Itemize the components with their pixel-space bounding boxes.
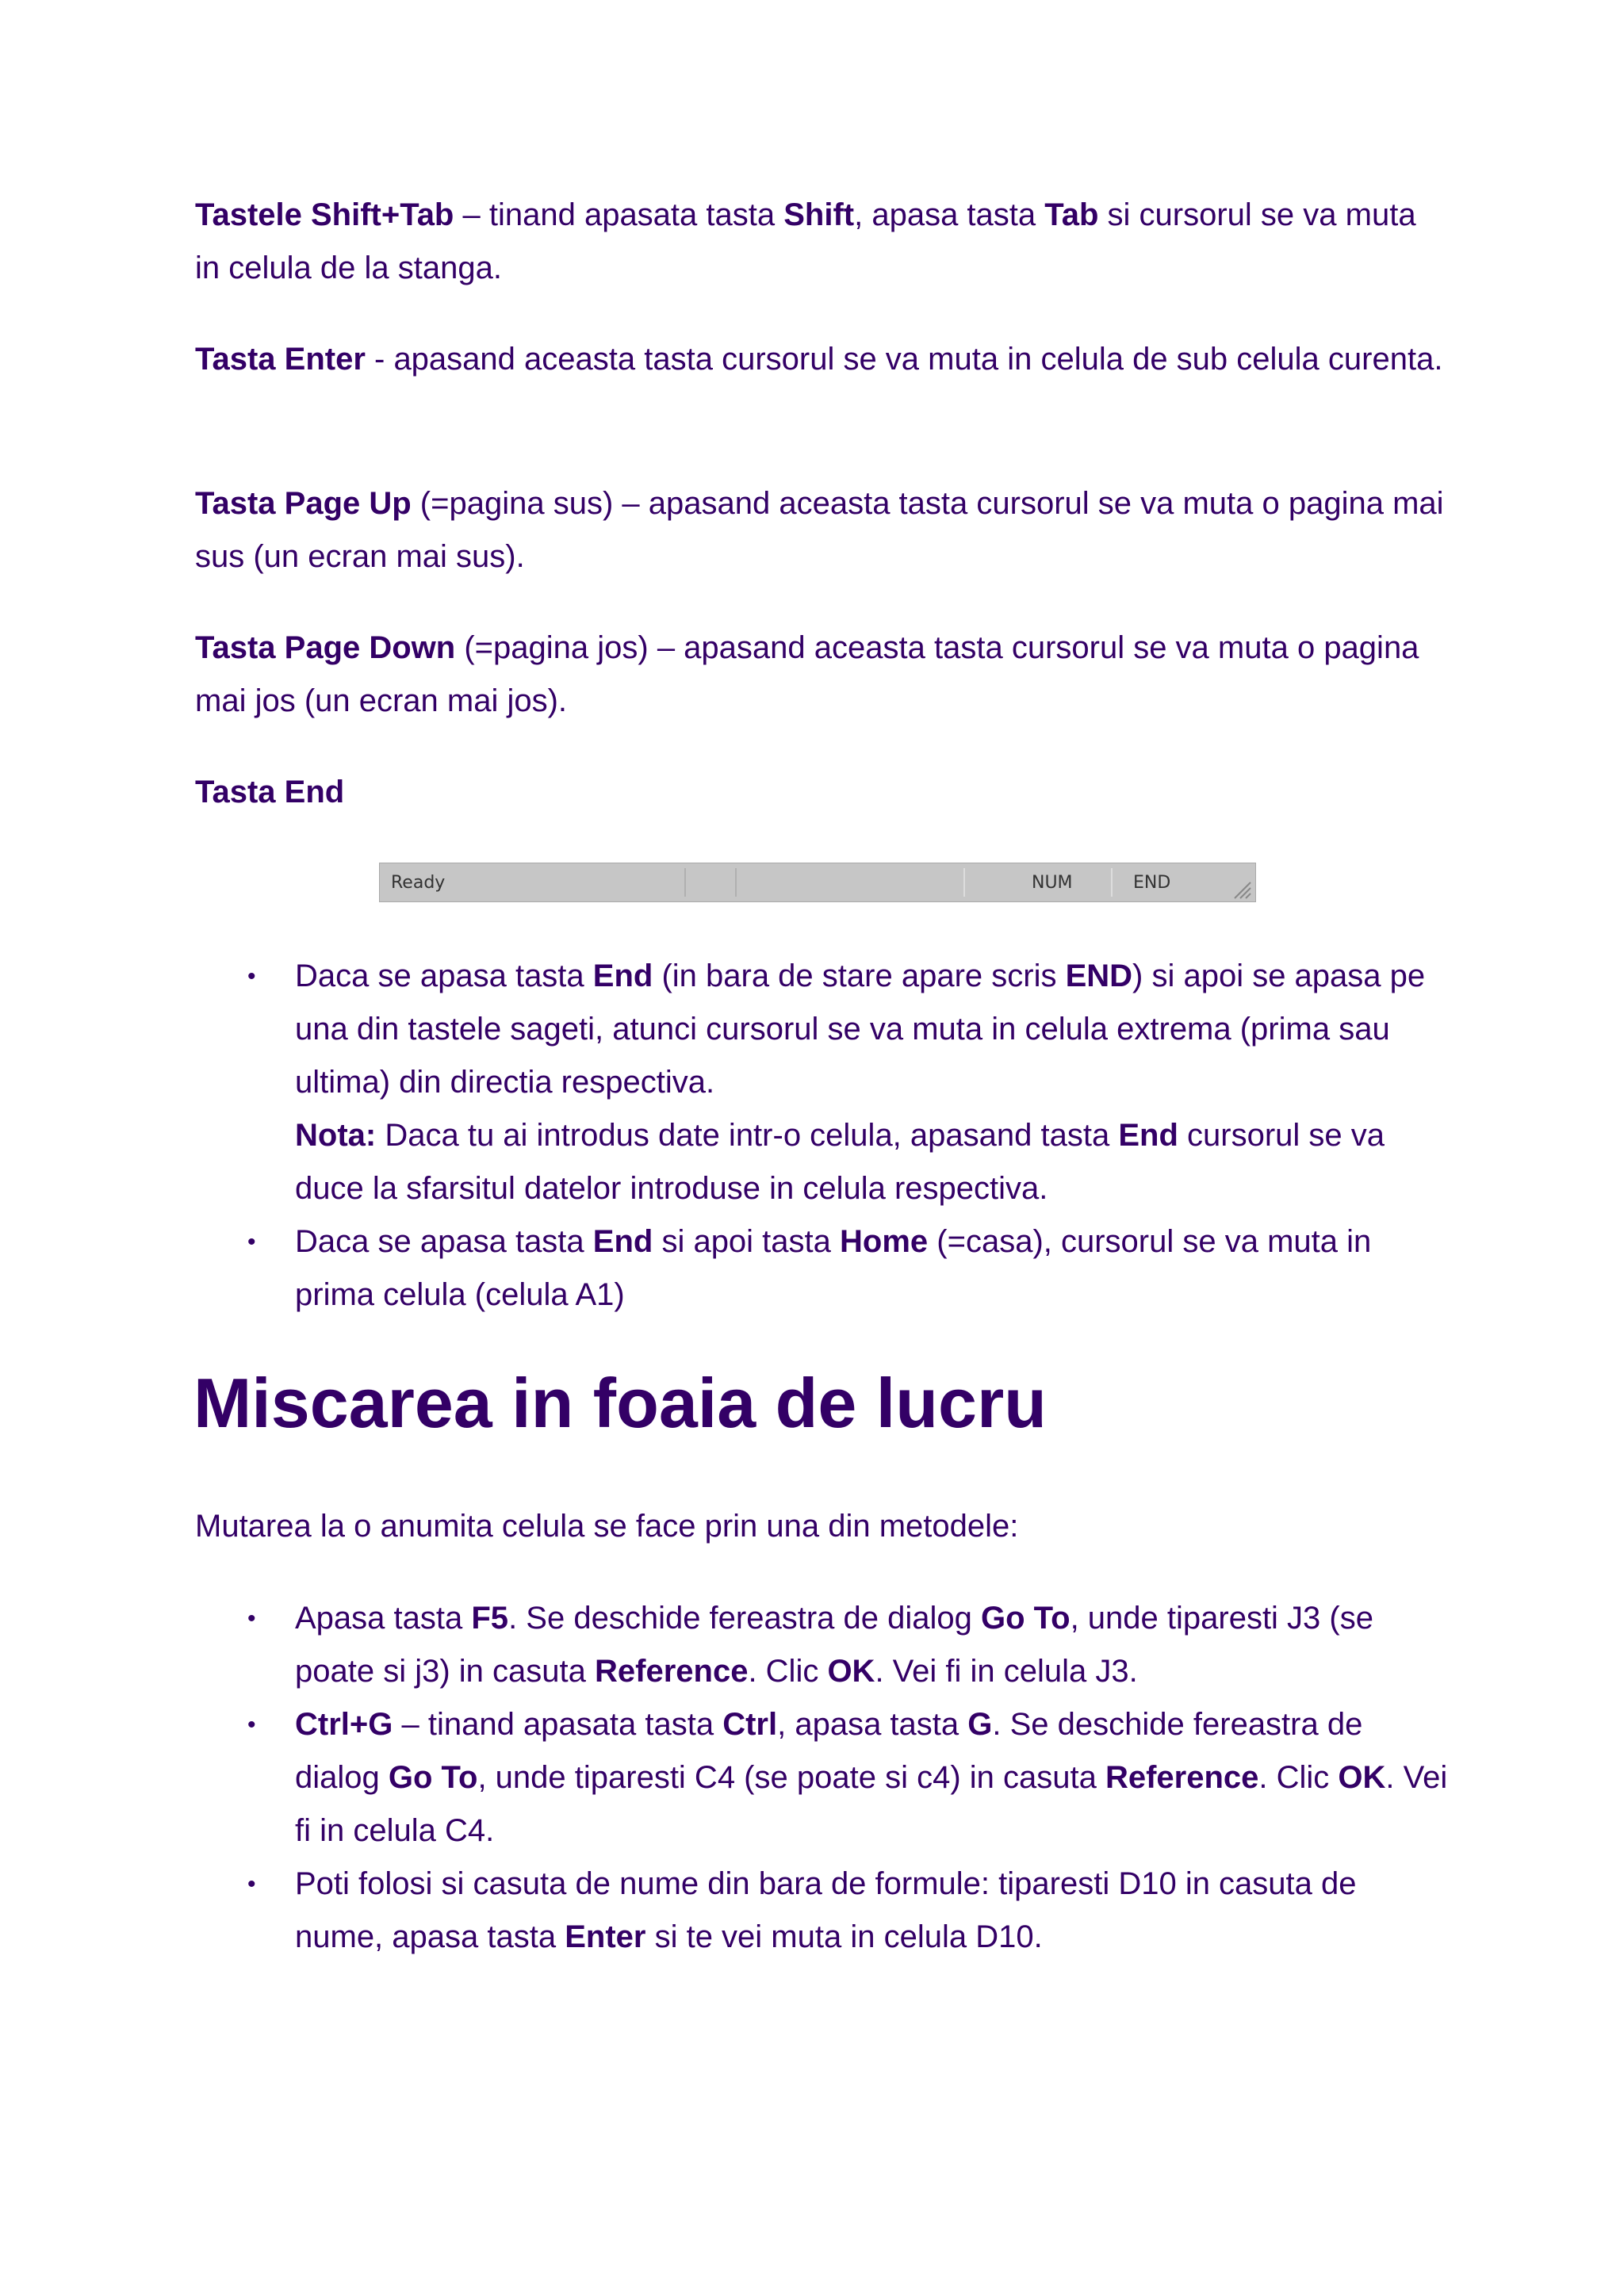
list-item: • Ctrl+G – tinand apasata tasta Ctrl, apasa tasta G. Se deschide fereastra de dialog Go To, unde tiparesti C4 (se poate si c4) in casuta Reference. Clic OK. Vei fi in celula C4. [195,1698,1448,1858]
bullet-icon: • [247,1229,256,1255]
key-term: Tasta Page Up [195,486,412,521]
key-term: Tasta Page Down [195,630,456,665]
paragraph-end [195,766,1448,819]
excel-status-bar [379,863,1256,902]
paragraph-shift-tab: Tastele Shift+Tab – tinand apasata tasta Shift, apasa tasta Tab si cursorul se va muta in celula de la stanga. [195,197,1416,285]
note-label: Nota: [295,1118,377,1153]
list-item: • Apasa tasta F5. Se deschide fereastra de dialog Go To, unde tiparesti J3 (se poate si j3) in casuta Reference. Clic OK. Vei fi in celula J3. [195,1592,1448,1698]
paragraph-enter: Tasta Enter - apasand aceasta tasta cursorul se va muta in celula de sub celula curenta. [195,342,1443,377]
status-panel [735,868,965,897]
key-term: Tastele Shift+Tab [195,197,454,232]
bullet-icon: • [247,1871,256,1897]
list-item: • Daca se apasa tasta End si apoi tasta Home (=casa), cursorul se va muta in prima celula (celula A1) [195,1215,1448,1322]
list-item: • Poti folosi si casuta de nume din bara de formule: tiparesti D10 in casuta de nume, apasa tasta Enter si te vei muta in celula D10. [195,1858,1448,1964]
paragraph-page-up: Tasta Page Up (=pagina sus) – apasand aceasta tasta cursorul se va muta o pagina mai sus (un ecran mai sus). [195,486,1444,574]
navigation-methods-list [195,1592,1448,1964]
intro-paragraph: Mutarea la o anumita celula se face prin una din metodele: [195,1509,1019,1544]
status-ready-label: Ready [391,873,446,893]
bullet-icon: • [247,1712,256,1738]
paragraph-page-down: Tasta Page Down (=pagina jos) – apasand aceasta tasta cursorul se va muta o pagina mai jos (un ecran mai jos). [195,630,1419,718]
end-key-list [195,950,1448,1322]
status-num-indicator: NUM [1032,873,1073,893]
bullet-icon: • [247,1605,256,1632]
list-item: • Daca se apasa tasta End (in bara de stare apare scris END) si apoi se apasa pe una din tastele sageti, atunci cursorul se va muta in celula extrema (prima sau ultima) din directia respectiva. Nota: Daca tu ai introdus date intr-o celula, apasand tasta End cursorul se va duce la sfarsitul datelor introduse in celula respectiva. [195,950,1448,1215]
key-term: Tab [1044,197,1099,232]
key-term: Tasta End [195,775,345,809]
status-end-indicator: END [1133,873,1171,893]
section-heading: Miscarea in foaia de lucru [193,1364,1047,1442]
key-term: Tasta Enter [195,342,366,377]
bullet-icon: • [247,963,256,989]
key-term: Shift [783,197,855,232]
resize-grip-icon[interactable] [1228,876,1252,900]
